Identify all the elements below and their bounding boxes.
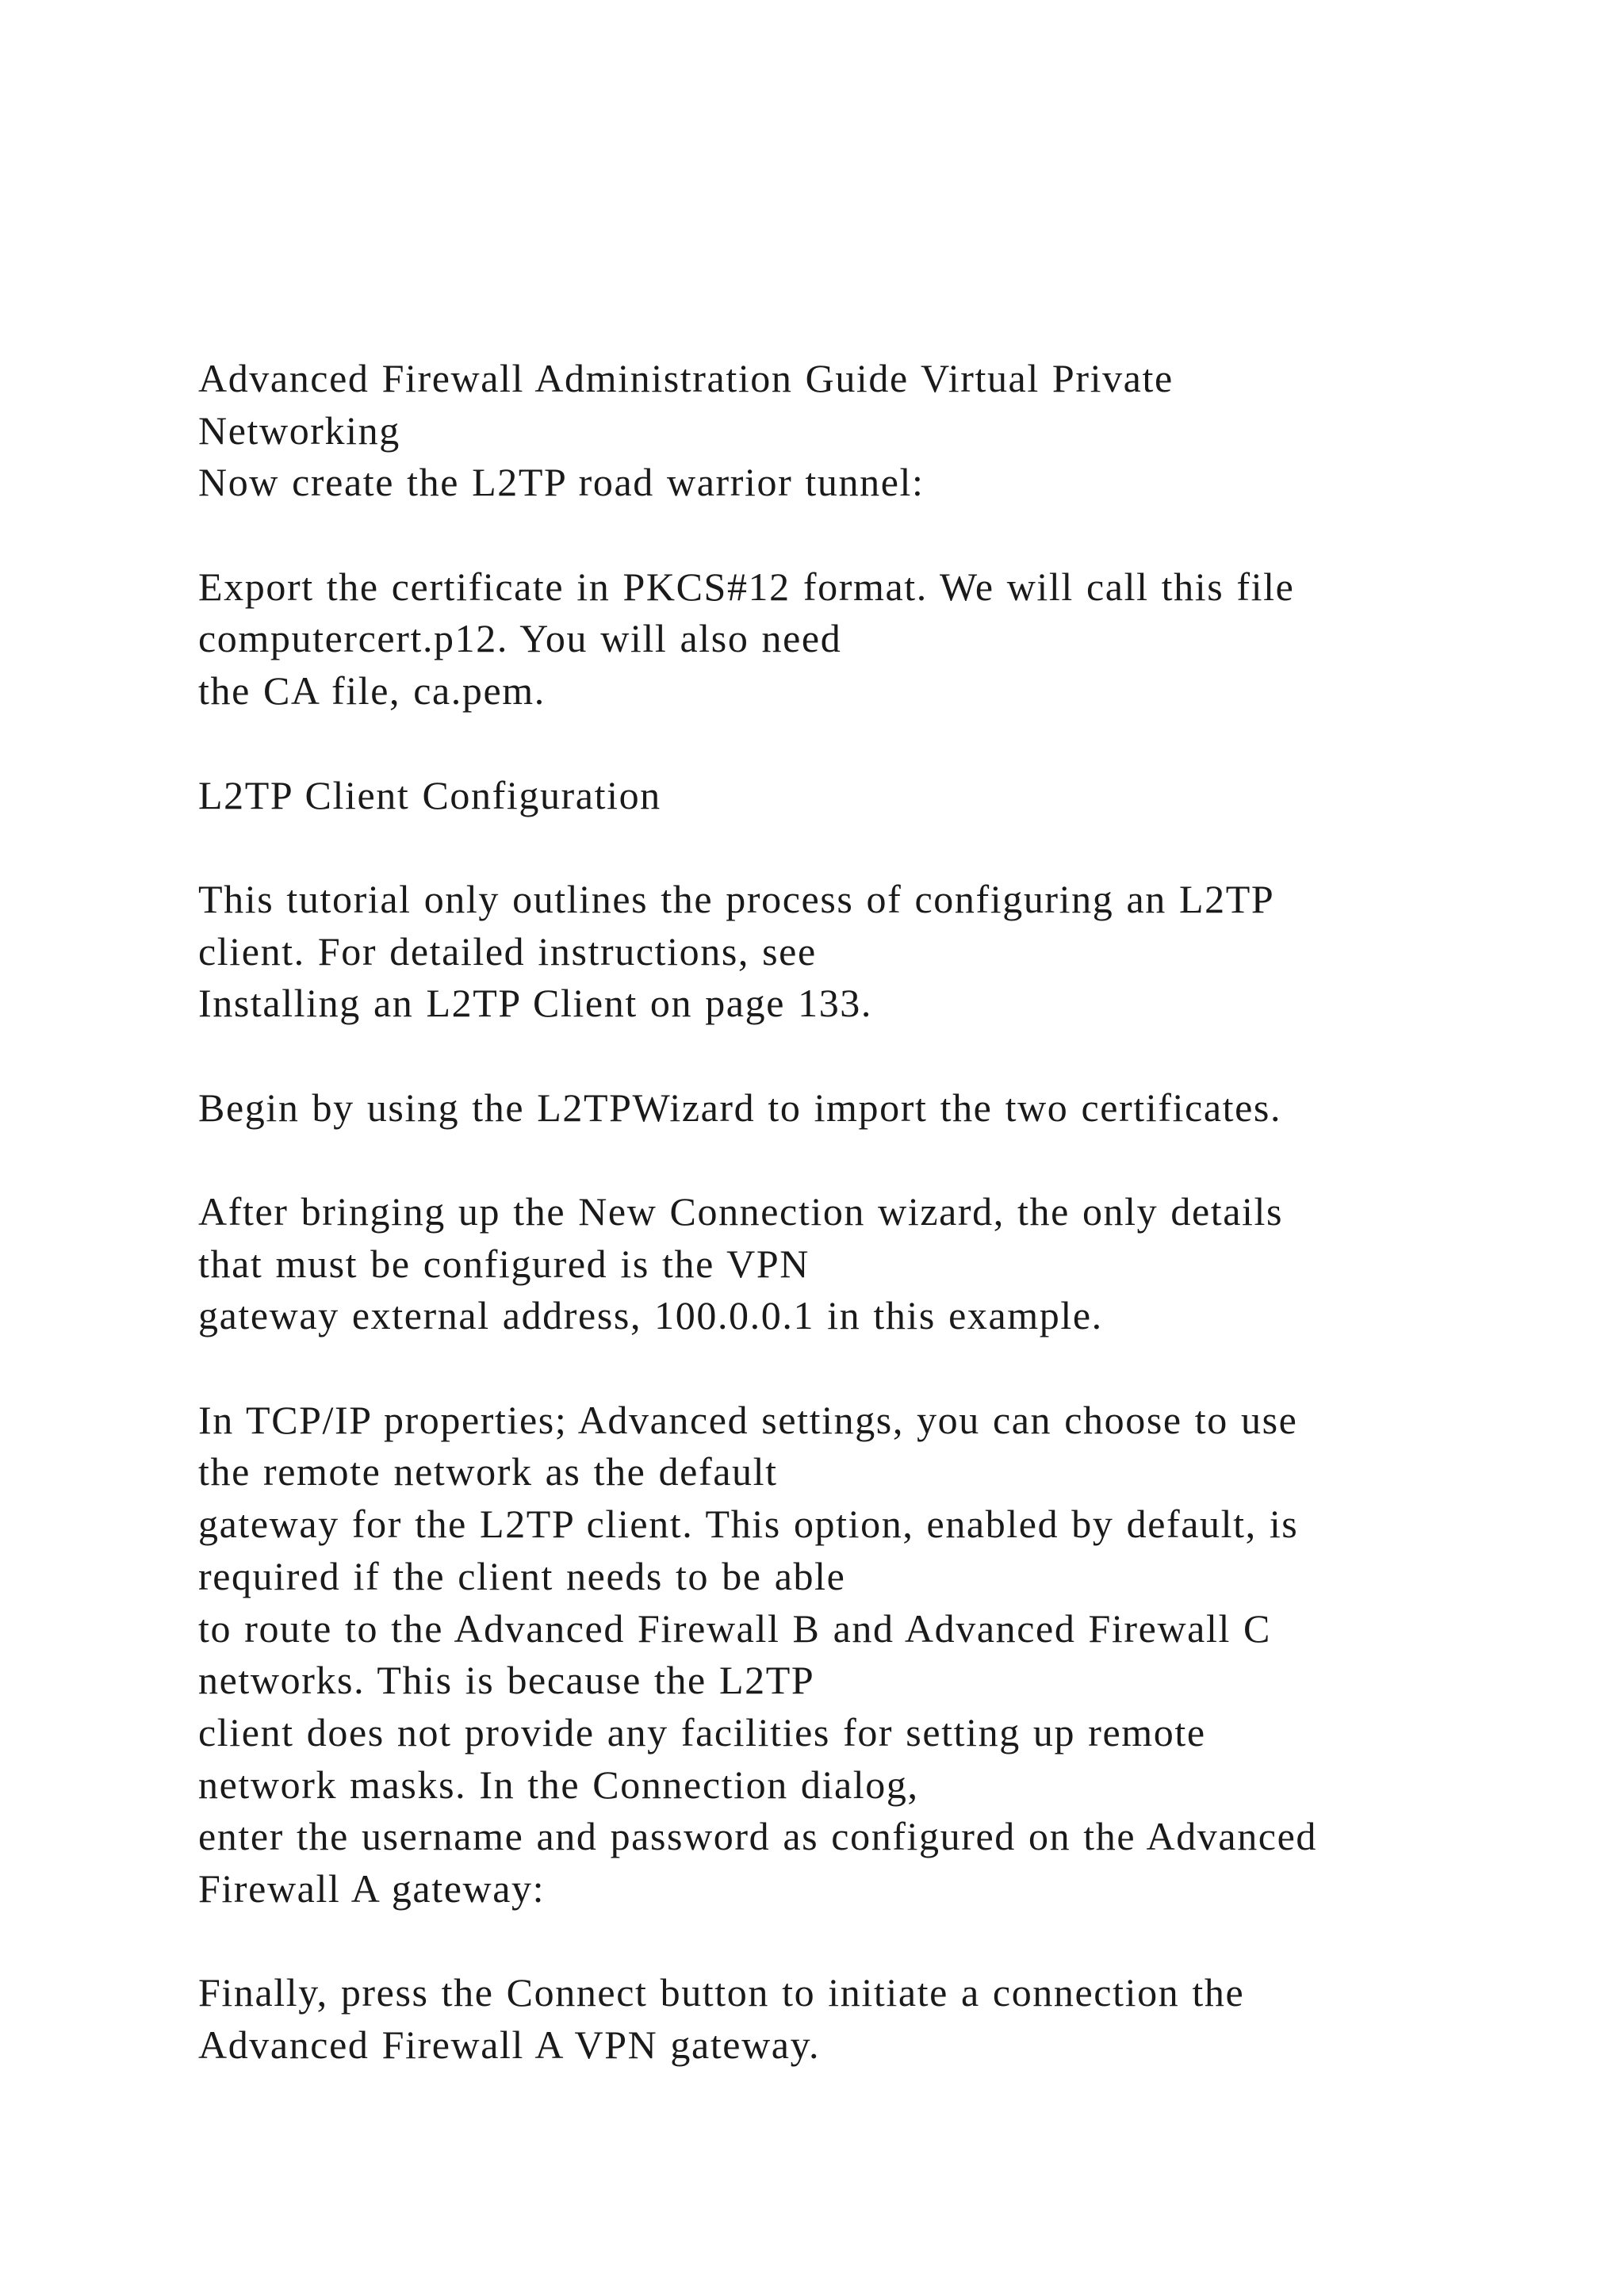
text-line: computercert.p12. You will also need — [198, 616, 842, 661]
blank-line — [198, 1134, 1499, 1186]
document-body — [198, 353, 1499, 2072]
text-line: enter the username and password as configured on the Advanced — [198, 1814, 1317, 1859]
text-line: Firewall A gateway: — [198, 1866, 546, 1911]
section-heading: L2TP Client Configuration — [198, 772, 661, 817]
blank-line — [198, 1915, 1499, 1968]
text-line: Installing an L2TP Client on page 133. — [198, 981, 872, 1026]
text-line: In TCP/IP properties; Advanced settings, you can choose to use — [198, 1397, 1298, 1442]
blank-line — [198, 821, 1499, 874]
text-line: This tutorial only outlines the process of configuring an L2TP — [198, 876, 1275, 921]
document-title-line-1: Advanced Firewall Administration Guide Virtual Private — [198, 356, 1174, 400]
text-line: Finally, press the Connect button to initiate a connection the — [198, 1970, 1245, 2015]
text-line: that must be configured is the VPN — [198, 1241, 810, 1286]
text-line: network masks. In the Connection dialog, — [198, 1762, 919, 1807]
text-line: client does not provide any facilities for setting up remote — [198, 1709, 1206, 1755]
text-line: Now create the L2TP road warrior tunnel: — [198, 460, 925, 505]
text-line: gateway external address, 100.0.0.1 in this example. — [198, 1293, 1103, 1338]
text-line: to route to the Advanced Firewall B and Advanced Firewall C — [198, 1605, 1271, 1651]
text-line: Export the certificate in PKCS#12 format. We will call this file — [198, 564, 1295, 609]
blank-line — [198, 509, 1499, 561]
blank-line — [198, 1030, 1499, 1082]
blank-line — [198, 718, 1499, 770]
text-line: gateway for the L2TP client. This option, enabled by default, is — [198, 1502, 1299, 1547]
text-line: required if the client needs to be able — [198, 1553, 846, 1598]
text-line: the remote network as the default — [198, 1449, 778, 1494]
text-line: the CA file, ca.pem. — [198, 668, 546, 714]
text-line: client. For detailed instructions, see — [198, 928, 817, 974]
text-line: After bringing up the New Connection wizard, the only details — [198, 1189, 1284, 1234]
blank-line — [198, 1342, 1499, 1395]
text-line: Begin by using the L2TPWizard to import the two certificates. — [198, 1085, 1282, 1130]
text-line: networks. This is because the L2TP — [198, 1658, 815, 1703]
document-title-line-2: Networking — [198, 408, 400, 453]
text-line: Advanced Firewall A VPN gateway. — [198, 2022, 821, 2067]
